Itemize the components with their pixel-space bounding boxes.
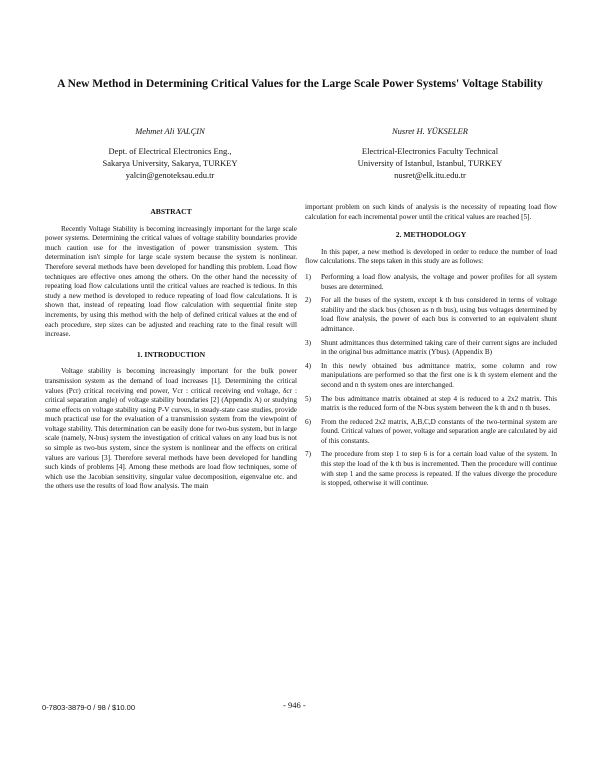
author-block-1 bbox=[40, 125, 300, 181]
continued-text: important problem on such kinds of analysis is the necessity of repeating load flow calculation for each incremental power until the critical values are reached [5]. bbox=[305, 203, 557, 221]
author-name: Mehmet Ali YALÇIN bbox=[135, 126, 205, 136]
introduction-text: Voltage stability is becoming increasingly important for the bulk power transmission system as the demand of load increases [1]. Determining the critical values (Pcr) critical receiving end power, Vcr : critical receiving end voltage, δcr : critical separation angle) of voltage stability boundaries [2] (Appendix A) or studying some effects on voltage stability using P-V curves, in steady-state case studies, provide much practical use for the evaluation of a transmission system from the viewpoint of voltage stability. This determination can be easily done for two-bus system, but in large scale (namely, N-bus) system the investigation of critical values on any load bus is not so simple as two-bus system, since the system is nonlinear and the effects on critical values are various [3]. Therefore several methods have been developed for handling such kinds of problems [4]. Among these methods are load flow techniques, some of which use the Jacobian sensitivity, singular value decomposition, eigenvalue etc. and the others use the results of load flow analysis. The main bbox=[45, 367, 297, 491]
step-number: 6) bbox=[305, 417, 311, 426]
step-number: 7) bbox=[305, 450, 311, 459]
page-number: - 946 - bbox=[283, 700, 306, 710]
list-item bbox=[305, 362, 557, 391]
abstract-text: Recently Voltage Stability is becoming increasingly important for the large scale power systems. Determining the critical values of voltage stability boundaries provide much caution use for the investigation of power transmission system. This determination isn't simple for large scale system because the system is nonlinear. Therefore several methods have been developed for handling this problem. Load flow techniques are effective ones among the others. On the other hand the necessity of repeating load flow calculations until the critical values are reached is tedious. In this study a new method is developed to reduce repeating of load flow calculations. It is shown that, instead of repeating load flow calculation with sequential finite step increments, by using this method with the help of defined critical values at the end of each procedure, step sizes can be adjusted and reaching rate to the final result will increase. bbox=[45, 224, 297, 339]
step-number: 1) bbox=[305, 272, 311, 281]
list-item bbox=[305, 450, 557, 488]
author-email: nusret@elk.itu.edu.tr bbox=[394, 170, 466, 180]
author-department: Electrical-Electronics Faculty Technical bbox=[361, 146, 499, 156]
author-department: Dept. of Electrical Electronics Eng., bbox=[108, 146, 232, 156]
left-column bbox=[45, 203, 297, 498]
author-email: yalcin@genoteksau.edu.tr bbox=[125, 170, 215, 180]
list-item bbox=[305, 395, 557, 414]
step-text: The procedure from step 1 to step 6 is for a certain load value of the system. In this step the load of the k th bus is incremented. Then the procedure will continue with step 1 and the same process is repeated. If the values diverge the procedure is stopped, otherwise it will continue. bbox=[321, 450, 557, 488]
step-number: 4) bbox=[305, 361, 311, 370]
step-number: 5) bbox=[305, 394, 311, 403]
abstract-heading: ABSTRACT bbox=[150, 207, 192, 216]
introduction-heading: 1. INTRODUCTION bbox=[136, 349, 206, 359]
list-item bbox=[305, 273, 557, 292]
paper-title: A New Method in Determining Critical Values for the Large Scale Power Systems' Voltage Stability bbox=[57, 78, 543, 90]
right-column bbox=[305, 203, 557, 493]
methodology-steps bbox=[305, 273, 557, 489]
methodology-heading: 2. METHODOLOGY bbox=[395, 230, 467, 240]
step-text: In this newly obtained bus admittance matrix, some column and row manipulations are performed so that the first one is k th system element and the second and n th system ones are interchanged. bbox=[321, 361, 557, 389]
author-university: University of Istanbul, Istanbul, TURKEY bbox=[357, 158, 503, 168]
author-university: Sakarya University, Sakarya, TURKEY bbox=[102, 158, 238, 168]
step-number: 2) bbox=[305, 296, 311, 305]
step-text: The bus admittance matrix obtained at step 4 is reduced to a 2x2 matrix. This matrix is the reduced form of the N-bus system between the k th and n th buses. bbox=[321, 394, 557, 413]
author-name: Nusret H. YÜKSELER bbox=[392, 126, 468, 136]
methodology-intro: In this paper, a new method is developed in order to reduce the number of load flow calculations. The steps taken in this study are as follows: bbox=[305, 247, 557, 266]
step-text: From the reduced 2x2 matrix, A,B,C,D constants of the two-terminal system are found. Critical values of power, voltage and separation angle are calculated by aid of this constants. bbox=[321, 417, 558, 445]
step-text: Shunt admittances thus determined taking care of their current signs are included in the original bus admittance matrix (Ybus). (Appendix B) bbox=[321, 338, 557, 357]
author-block-2 bbox=[300, 125, 560, 181]
step-text: Performing a load flow analysis, the voltage and power profiles for all system buses are determined. bbox=[321, 272, 557, 291]
isbn-price-code: 0-7803-3879-0 / 98 / $10.00 bbox=[42, 703, 135, 712]
step-number: 3) bbox=[305, 338, 311, 347]
step-text: For all the buses of the system, except k th bus considered in terms of voltage stability and the slack bus (chosen as n th bus), using bus voltages determined by load flow analysis, the power of each bus is converted to an equivalent shunt admittance. bbox=[321, 296, 557, 333]
list-item bbox=[305, 296, 557, 334]
list-item bbox=[305, 339, 557, 358]
list-item bbox=[305, 418, 557, 447]
